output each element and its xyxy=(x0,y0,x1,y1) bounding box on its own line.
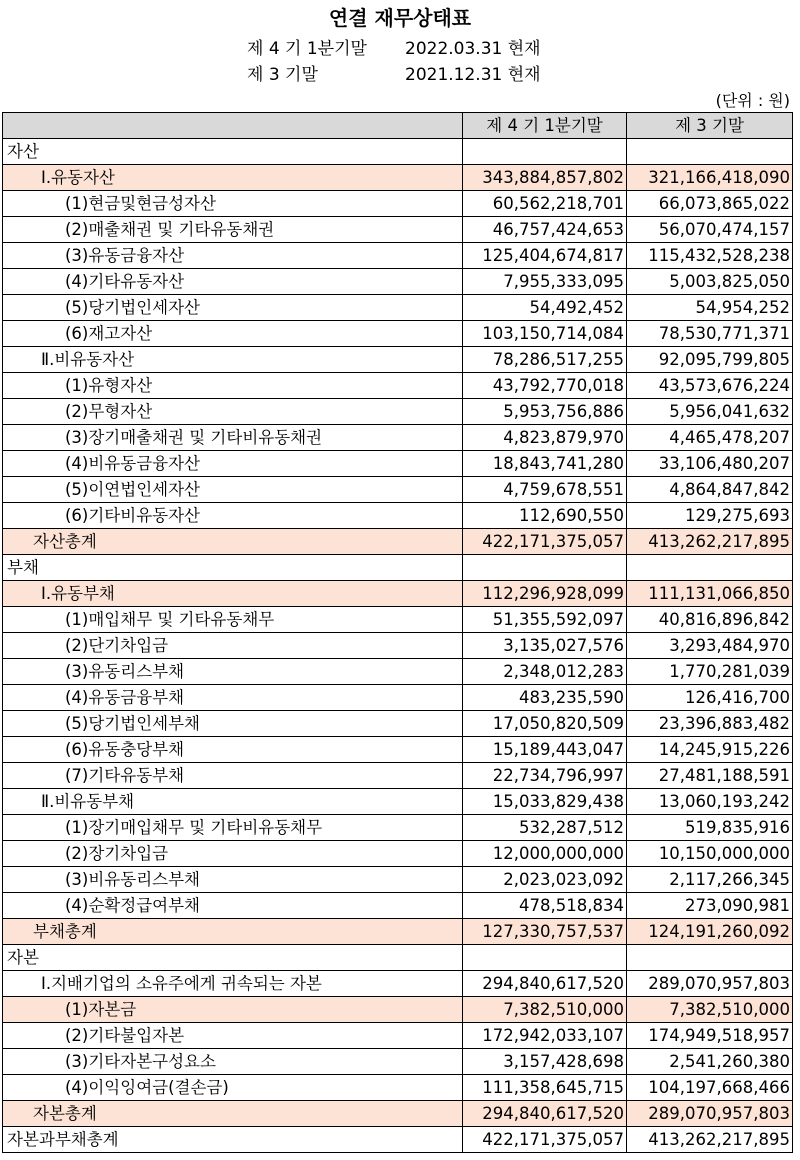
table-header-row xyxy=(3,113,793,139)
current-period-value: 78,286,517,255 xyxy=(463,347,627,373)
prior-period-value: 7,382,510,000 xyxy=(627,997,793,1023)
header-prior-period: 제 3 기말 xyxy=(627,113,793,139)
account-name: (3)유동리스부채 xyxy=(3,659,463,685)
current-period-value xyxy=(463,139,627,165)
table-row xyxy=(3,269,793,295)
account-name: (1)자본금 xyxy=(3,997,463,1023)
prior-period-value: 40,816,896,842 xyxy=(627,607,793,633)
prior-period-value xyxy=(627,139,793,165)
prior-period-value: 104,197,668,466 xyxy=(627,1075,793,1101)
current-period-value: 343,884,857,802 xyxy=(463,165,627,191)
table-row xyxy=(3,295,793,321)
table-row xyxy=(3,971,793,997)
account-name: (5)당기법인세자산 xyxy=(3,295,463,321)
account-name: (5)당기법인세부채 xyxy=(3,711,463,737)
account-name: (3)장기매출채권 및 기타비유동채권 xyxy=(3,425,463,451)
table-row xyxy=(3,945,793,971)
prior-period-value: 289,070,957,803 xyxy=(627,1101,793,1127)
current-period-value: 4,823,879,970 xyxy=(463,425,627,451)
header-current-period: 제 4 기 1분기말 xyxy=(463,113,627,139)
table-row xyxy=(3,191,793,217)
current-period-value: 15,189,443,047 xyxy=(463,737,627,763)
account-name: 자산총계 xyxy=(3,529,463,555)
table-row xyxy=(3,789,793,815)
account-name: (1)유형자산 xyxy=(3,373,463,399)
table-row xyxy=(3,841,793,867)
current-period-value: 4,759,678,551 xyxy=(463,477,627,503)
prior-period-value: 54,954,252 xyxy=(627,295,793,321)
account-name: (2)단기차입금 xyxy=(3,633,463,659)
table-row xyxy=(3,165,793,191)
prior-period-value: 23,396,883,482 xyxy=(627,711,793,737)
current-period-value: 2,023,023,092 xyxy=(463,867,627,893)
table-row xyxy=(3,321,793,347)
table-row xyxy=(3,919,793,945)
prior-period-value: 4,864,847,842 xyxy=(627,477,793,503)
current-period-value: 422,171,375,057 xyxy=(463,1127,627,1153)
table-row xyxy=(3,1049,793,1075)
account-name: 자본총계 xyxy=(3,1101,463,1127)
current-period-value: 22,734,796,997 xyxy=(463,763,627,789)
table-row xyxy=(3,529,793,555)
current-period-value: 478,518,834 xyxy=(463,893,627,919)
account-name: Ⅰ.유동부채 xyxy=(3,581,463,607)
table-row xyxy=(3,685,793,711)
current-period-value: 2,348,012,283 xyxy=(463,659,627,685)
prior-period-value xyxy=(627,945,793,971)
current-period-value: 483,235,590 xyxy=(463,685,627,711)
prior-period-value: 5,956,041,632 xyxy=(627,399,793,425)
account-name: (6)기타비유동자산 xyxy=(3,503,463,529)
prior-period-value: 43,573,676,224 xyxy=(627,373,793,399)
prior-period-value: 66,073,865,022 xyxy=(627,191,793,217)
table-row xyxy=(3,555,793,581)
account-name: (7)기타유동부채 xyxy=(3,763,463,789)
prior-period-value xyxy=(627,555,793,581)
prior-period-value: 124,191,260,092 xyxy=(627,919,793,945)
table-row xyxy=(3,581,793,607)
prior-period-value: 289,070,957,803 xyxy=(627,971,793,997)
prior-period-value: 78,530,771,371 xyxy=(627,321,793,347)
current-period-value: 532,287,512 xyxy=(463,815,627,841)
current-period-value: 112,690,550 xyxy=(463,503,627,529)
table-row xyxy=(3,1127,793,1153)
current-period-value: 18,843,741,280 xyxy=(463,451,627,477)
unit-label: (단위 : 원) xyxy=(715,91,790,110)
current-period-value xyxy=(463,555,627,581)
current-period-value: 125,404,674,817 xyxy=(463,243,627,269)
prior-period-value: 33,106,480,207 xyxy=(627,451,793,477)
statement-title: 연결 재무상태표 xyxy=(328,6,472,30)
prior-period-value: 13,060,193,242 xyxy=(627,789,793,815)
prior-period-value: 92,095,799,805 xyxy=(627,347,793,373)
current-period-value: 103,150,714,084 xyxy=(463,321,627,347)
account-name: (2)기타불입자본 xyxy=(3,1023,463,1049)
table-row xyxy=(3,633,793,659)
current-period-value: 111,358,645,715 xyxy=(463,1075,627,1101)
prior-period-value: 413,262,217,895 xyxy=(627,529,793,555)
prior-period-value: 174,949,518,957 xyxy=(627,1023,793,1049)
current-period-value: 294,840,617,520 xyxy=(463,971,627,997)
account-name: Ⅱ.비유동부채 xyxy=(3,789,463,815)
account-name: (6)유동충당부채 xyxy=(3,737,463,763)
current-period-value: 112,296,928,099 xyxy=(463,581,627,607)
account-name: (1)매입채무 및 기타유동채무 xyxy=(3,607,463,633)
prior-period-value: 111,131,066,850 xyxy=(627,581,793,607)
current-period-value: 51,355,592,097 xyxy=(463,607,627,633)
account-name: (3)비유동리스부채 xyxy=(3,867,463,893)
prior-period-value: 5,003,825,050 xyxy=(627,269,793,295)
table-row xyxy=(3,477,793,503)
account-name: (3)유동금융자산 xyxy=(3,243,463,269)
table-row xyxy=(3,737,793,763)
prior-period-value: 115,432,528,238 xyxy=(627,243,793,269)
account-name: 자본 xyxy=(3,945,463,971)
account-name: Ⅰ.유동자산 xyxy=(3,165,463,191)
prior-period-value: 273,090,981 xyxy=(627,893,793,919)
current-period-value: 127,330,757,537 xyxy=(463,919,627,945)
prior-period-value: 2,117,266,345 xyxy=(627,867,793,893)
current-period-value: 422,171,375,057 xyxy=(463,529,627,555)
current-period-value: 43,792,770,018 xyxy=(463,373,627,399)
account-name: (4)이익잉여금(결손금) xyxy=(3,1075,463,1101)
account-name: 자본과부채총계 xyxy=(3,1127,463,1153)
current-period-value: 12,000,000,000 xyxy=(463,841,627,867)
table-row xyxy=(3,763,793,789)
account-name: (4)비유동금융자산 xyxy=(3,451,463,477)
current-period-value: 60,562,218,701 xyxy=(463,191,627,217)
current-period-value: 3,135,027,576 xyxy=(463,633,627,659)
table-row xyxy=(3,139,793,165)
table-row xyxy=(3,503,793,529)
table-row xyxy=(3,1075,793,1101)
current-period-value: 172,942,033,107 xyxy=(463,1023,627,1049)
account-name: 자산 xyxy=(3,139,463,165)
current-period-date: 2022.03.31 현재 xyxy=(405,39,541,59)
current-period-value xyxy=(463,945,627,971)
prior-period-value: 129,275,693 xyxy=(627,503,793,529)
account-name: 부채총계 xyxy=(3,919,463,945)
prior-period-value: 1,770,281,039 xyxy=(627,659,793,685)
prior-period-date: 2021.12.31 현재 xyxy=(405,65,541,85)
header-account xyxy=(3,113,463,139)
account-name: (2)매출채권 및 기타유동채권 xyxy=(3,217,463,243)
table-row xyxy=(3,243,793,269)
table-row xyxy=(3,997,793,1023)
prior-period-value: 3,293,484,970 xyxy=(627,633,793,659)
table-row xyxy=(3,1101,793,1127)
current-period-value: 46,757,424,653 xyxy=(463,217,627,243)
account-name: (1)현금및현금성자산 xyxy=(3,191,463,217)
table-row xyxy=(3,893,793,919)
table-row xyxy=(3,1023,793,1049)
current-period-label: 제 4 기 1분기말 xyxy=(247,39,367,59)
prior-period-value: 519,835,916 xyxy=(627,815,793,841)
account-name: (4)순확정급여부채 xyxy=(3,893,463,919)
current-period-value: 54,492,452 xyxy=(463,295,627,321)
current-period-value: 294,840,617,520 xyxy=(463,1101,627,1127)
account-name: (6)재고자산 xyxy=(3,321,463,347)
current-period-value: 7,955,333,095 xyxy=(463,269,627,295)
prior-period-value: 56,070,474,157 xyxy=(627,217,793,243)
table-row xyxy=(3,399,793,425)
table-row xyxy=(3,373,793,399)
prior-period-value: 10,150,000,000 xyxy=(627,841,793,867)
prior-period-label: 제 3 기말 xyxy=(247,65,318,85)
table-row xyxy=(3,217,793,243)
account-name: Ⅰ.지배기업의 소유주에게 귀속되는 자본 xyxy=(3,971,463,997)
account-name: (1)장기매입채무 및 기타비유동채무 xyxy=(3,815,463,841)
prior-period-value: 2,541,260,380 xyxy=(627,1049,793,1075)
prior-period-value: 4,465,478,207 xyxy=(627,425,793,451)
table-row xyxy=(3,815,793,841)
table-row xyxy=(3,659,793,685)
table-row xyxy=(3,347,793,373)
prior-period-value: 126,416,700 xyxy=(627,685,793,711)
prior-period-value: 413,262,217,895 xyxy=(627,1127,793,1153)
account-name: (3)기타자본구성요소 xyxy=(3,1049,463,1075)
table-row xyxy=(3,607,793,633)
current-period-value: 3,157,428,698 xyxy=(463,1049,627,1075)
table-row xyxy=(3,425,793,451)
prior-period-value: 321,166,418,090 xyxy=(627,165,793,191)
account-name: Ⅱ.비유동자산 xyxy=(3,347,463,373)
prior-period-value: 27,481,188,591 xyxy=(627,763,793,789)
prior-period-value: 14,245,915,226 xyxy=(627,737,793,763)
account-name: (2)무형자산 xyxy=(3,399,463,425)
table-row xyxy=(3,451,793,477)
account-name: (2)장기차입금 xyxy=(3,841,463,867)
current-period-value: 7,382,510,000 xyxy=(463,997,627,1023)
current-period-value: 17,050,820,509 xyxy=(463,711,627,737)
account-name: (4)기타유동자산 xyxy=(3,269,463,295)
balance-sheet-table xyxy=(2,112,793,1153)
account-name: (4)유동금융부채 xyxy=(3,685,463,711)
table-row xyxy=(3,867,793,893)
current-period-value: 5,953,756,886 xyxy=(463,399,627,425)
account-name: 부채 xyxy=(3,555,463,581)
table-row xyxy=(3,711,793,737)
account-name: (5)이연법인세자산 xyxy=(3,477,463,503)
current-period-value: 15,033,829,438 xyxy=(463,789,627,815)
